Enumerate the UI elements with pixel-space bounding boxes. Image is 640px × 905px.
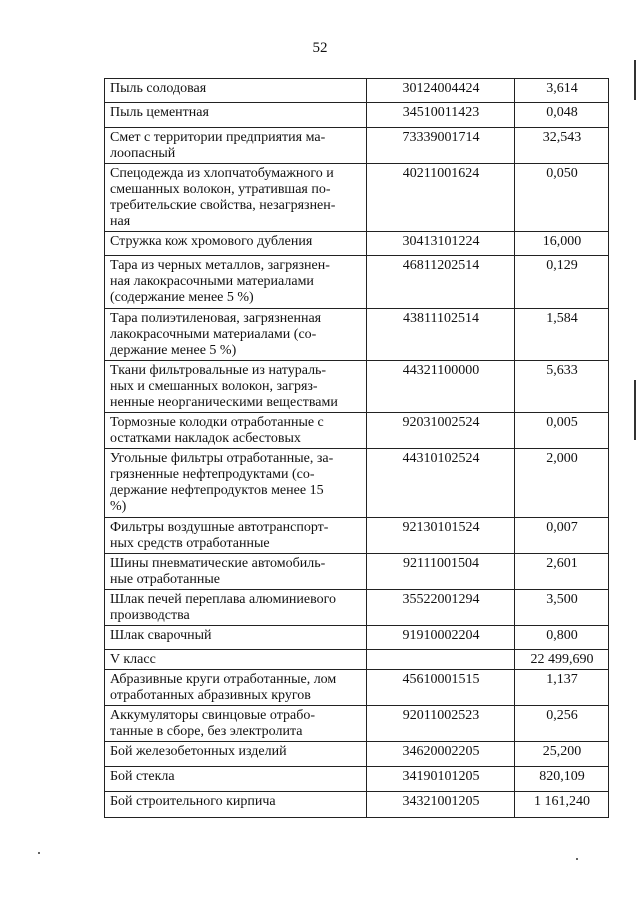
waste-code-cell: 92031002524 [367,413,515,449]
waste-name-cell: V класс [105,650,367,670]
table-row [105,128,609,164]
waste-code-cell: 34510011423 [367,103,515,128]
table-row [105,650,609,670]
table-row [105,706,609,742]
table-row [105,518,609,554]
scan-edge-mark [634,380,636,440]
table-row [105,590,609,626]
waste-name-cell: Спецодежда из хлопчатобумажного и смешанных волокон, утратившая по- требительские свойства, незагрязнен- ная [105,164,367,232]
waste-name-cell: Тормозные колодки отработанные с остатками накладок асбестовых [105,413,367,449]
waste-name-cell: Пыль солодовая [105,79,367,103]
waste-code-cell [367,650,515,670]
waste-quantity-cell: 5,633 [515,361,609,413]
waste-code-cell: 34190101205 [367,767,515,792]
table-row [105,767,609,792]
waste-name-cell: Смет с территории предприятия ма- лоопасный [105,128,367,164]
waste-table [104,78,609,818]
waste-quantity-cell: 0,256 [515,706,609,742]
waste-code-cell: 92111001504 [367,554,515,590]
waste-quantity-cell: 1,137 [515,670,609,706]
waste-quantity-cell: 0,048 [515,103,609,128]
waste-quantity-cell: 3,500 [515,590,609,626]
waste-code-cell: 46811202514 [367,256,515,309]
waste-quantity-cell: 820,109 [515,767,609,792]
table-row [105,792,609,818]
waste-quantity-cell: 2,000 [515,449,609,518]
waste-name-cell: Ткани фильтровальные из натураль- ных и смешанных волокон, загряз- ненные неорганическими веществами [105,361,367,413]
page-number: 52 [312,40,328,56]
waste-name-cell: Бой железобетонных изделий [105,742,367,767]
table-row [105,256,609,309]
waste-quantity-cell: 16,000 [515,232,609,256]
table-row [105,79,609,103]
waste-code-cell: 30124004424 [367,79,515,103]
table-row [105,413,609,449]
waste-code-cell: 40211001624 [367,164,515,232]
waste-name-cell: Бой стекла [105,767,367,792]
waste-name-cell: Стружка кож хромового дубления [105,232,367,256]
waste-code-cell: 34620002205 [367,742,515,767]
table-row [105,449,609,518]
waste-name-cell: Пыль цементная [105,103,367,128]
waste-name-cell: Абразивные круги отработанные, лом отработанных абразивных кругов [105,670,367,706]
waste-code-cell: 43811102514 [367,309,515,361]
waste-code-cell: 35522001294 [367,590,515,626]
waste-code-cell: 92011002523 [367,706,515,742]
scan-speck [576,858,578,860]
waste-quantity-cell: 0,129 [515,256,609,309]
waste-code-cell: 91910002204 [367,626,515,650]
table-row [105,554,609,590]
waste-name-cell: Шлак сварочный [105,626,367,650]
waste-code-cell: 44310102524 [367,449,515,518]
waste-code-cell: 30413101224 [367,232,515,256]
waste-quantity-cell: 0,800 [515,626,609,650]
waste-name-cell: Аккумуляторы свинцовые отрабо- танные в сборе, без электролита [105,706,367,742]
waste-quantity-cell: 1,584 [515,309,609,361]
waste-name-cell: Фильтры воздушные автотранспорт- ных средств отработанные [105,518,367,554]
waste-quantity-cell: 22 499,690 [515,650,609,670]
waste-code-cell: 44321100000 [367,361,515,413]
table-row [105,309,609,361]
waste-quantity-cell: 3,614 [515,79,609,103]
table-row [105,232,609,256]
waste-name-cell: Бой строительного кирпича [105,792,367,818]
table-row [105,670,609,706]
table-row [105,361,609,413]
waste-name-cell: Тара полиэтиленовая, загрязненная лакокрасочными материалами (со- держание менее 5 %) [105,309,367,361]
waste-quantity-cell: 25,200 [515,742,609,767]
waste-name-cell: Шлак печей переплава алюминиевого производства [105,590,367,626]
waste-code-cell: 45610001515 [367,670,515,706]
table-row [105,164,609,232]
scan-edge-mark [634,60,636,100]
scan-speck [38,852,40,854]
table-row [105,103,609,128]
waste-quantity-cell: 2,601 [515,554,609,590]
waste-quantity-cell: 0,050 [515,164,609,232]
waste-quantity-cell: 32,543 [515,128,609,164]
waste-quantity-cell: 1 161,240 [515,792,609,818]
waste-name-cell: Угольные фильтры отработанные, за- грязненные нефтепродуктами (со- держание нефтепродуктов менее 15 %) [105,449,367,518]
waste-quantity-cell: 0,005 [515,413,609,449]
waste-code-cell: 92130101524 [367,518,515,554]
table-row [105,626,609,650]
table-row [105,742,609,767]
waste-name-cell: Тара из черных металлов, загрязнен- ная лакокрасочными материалами (содержание менее 5 %) [105,256,367,309]
waste-quantity-cell: 0,007 [515,518,609,554]
waste-table-body [105,79,609,818]
waste-code-cell: 34321001205 [367,792,515,818]
waste-name-cell: Шины пневматические автомобиль- ные отработанные [105,554,367,590]
waste-code-cell: 73339001714 [367,128,515,164]
